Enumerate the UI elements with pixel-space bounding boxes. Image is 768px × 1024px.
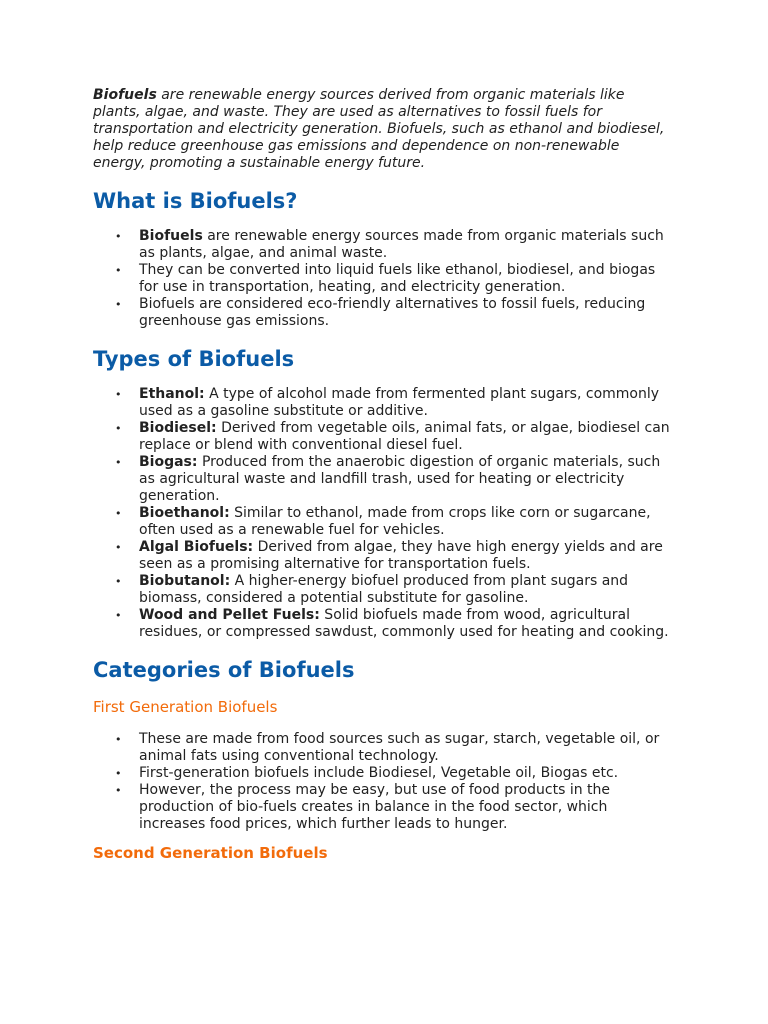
item-text: A higher-energy biofuel produced from plant sugars and biomass, considered a potential substitute for gasoline.: [139, 573, 629, 606]
list-item: [115, 386, 675, 420]
list-item: [115, 539, 675, 573]
list-item: [115, 454, 675, 505]
first-generation-heading: First Generation Biofuels: [93, 698, 278, 716]
intro-term: Biofuels: [93, 87, 157, 103]
item-text: Biofuels are considered eco-friendly alternatives to fossil fuels, reducing greenhouse gas emissions.: [139, 296, 646, 329]
bullet-icon: •: [115, 733, 122, 746]
categories-heading: Categories of Biofuels: [93, 658, 355, 682]
bullet-icon: •: [115, 422, 122, 435]
list-item: [115, 573, 675, 607]
item-text: A type of alcohol made from fermented plant sugars, commonly used as a gasoline substitute or additive.: [139, 386, 660, 419]
bullet-icon: •: [115, 264, 122, 277]
item-text: are renewable energy sources made from organic materials such as plants, algae, and animal waste.: [139, 228, 664, 261]
item-term: Biodiesel:: [139, 420, 217, 436]
what-is-list: [93, 228, 675, 330]
bullet-icon: •: [115, 230, 122, 243]
item-text: Derived from algae, they have high energy yields and are seen as a promising alternative for transportation fuels.: [139, 539, 663, 572]
bullet-icon: •: [115, 298, 122, 311]
second-generation-heading: Second Generation Biofuels: [93, 844, 328, 862]
list-item: [115, 262, 675, 296]
list-item: [115, 731, 675, 765]
bullet-icon: •: [115, 507, 122, 520]
list-item: [115, 420, 675, 454]
list-item: [115, 505, 675, 539]
bullet-icon: •: [115, 767, 122, 780]
bullet-icon: •: [115, 456, 122, 469]
item-text: Derived from vegetable oils, animal fats, or algae, biodiesel can replace or blend with conventional diesel fuel.: [139, 420, 670, 453]
bullet-icon: •: [115, 541, 122, 554]
item-text: First-generation biofuels include Biodiesel, Vegetable oil, Biogas etc.: [139, 765, 619, 781]
first-generation-list: [93, 731, 675, 833]
what-is-heading: What is Biofuels?: [93, 189, 298, 213]
types-list: [93, 386, 675, 641]
list-item: [115, 782, 675, 833]
item-text: However, the process may be easy, but use of food products in the production of bio-fuels creates in balance in the food sector, which increases food prices, which further leads to hunger.: [139, 782, 611, 832]
item-term: Biobutanol:: [139, 573, 231, 589]
item-term: Wood and Pellet Fuels:: [139, 607, 320, 623]
item-text: They can be converted into liquid fuels like ethanol, biodiesel, and biogas for use in transportation, heating, and electricity generation.: [139, 262, 656, 295]
types-heading: Types of Biofuels: [93, 347, 295, 371]
intro-text: are renewable energy sources derived from organic materials like plants, algae, and waste. They are used as alternatives to fossil fuels for transportation and electricity generation. Biofuels, such as ethanol and biodiesel, help reduce greenhouse gas emissions and dependence on non-renewable energy, promoting a sustainable energy future.: [93, 87, 665, 171]
list-item: [115, 607, 675, 641]
item-term: Biogas:: [139, 454, 198, 470]
item-term: Ethanol:: [139, 386, 205, 402]
intro-paragraph: [93, 87, 675, 172]
item-term: Algal Biofuels:: [139, 539, 254, 555]
item-text: Similar to ethanol, made from crops like corn or sugarcane, often used as a renewable fuel for vehicles.: [139, 505, 651, 538]
list-item: [115, 765, 675, 782]
item-term: Biofuels: [139, 228, 203, 244]
list-item: [115, 228, 675, 262]
item-term: Bioethanol:: [139, 505, 230, 521]
item-text: These are made from food sources such as sugar, starch, vegetable oil, or animal fats using conventional technology.: [139, 731, 660, 764]
item-text: Solid biofuels made from wood, agricultural residues, or compressed sawdust, commonly used for heating and cooking.: [139, 607, 669, 640]
bullet-icon: •: [115, 575, 122, 588]
bullet-icon: •: [115, 784, 122, 797]
list-item: [115, 296, 675, 330]
bullet-icon: •: [115, 388, 122, 401]
bullet-icon: •: [115, 609, 122, 622]
item-text: Produced from the anaerobic digestion of organic materials, such as agricultural waste and landfill trash, used for heating or electricity generation.: [139, 454, 661, 504]
